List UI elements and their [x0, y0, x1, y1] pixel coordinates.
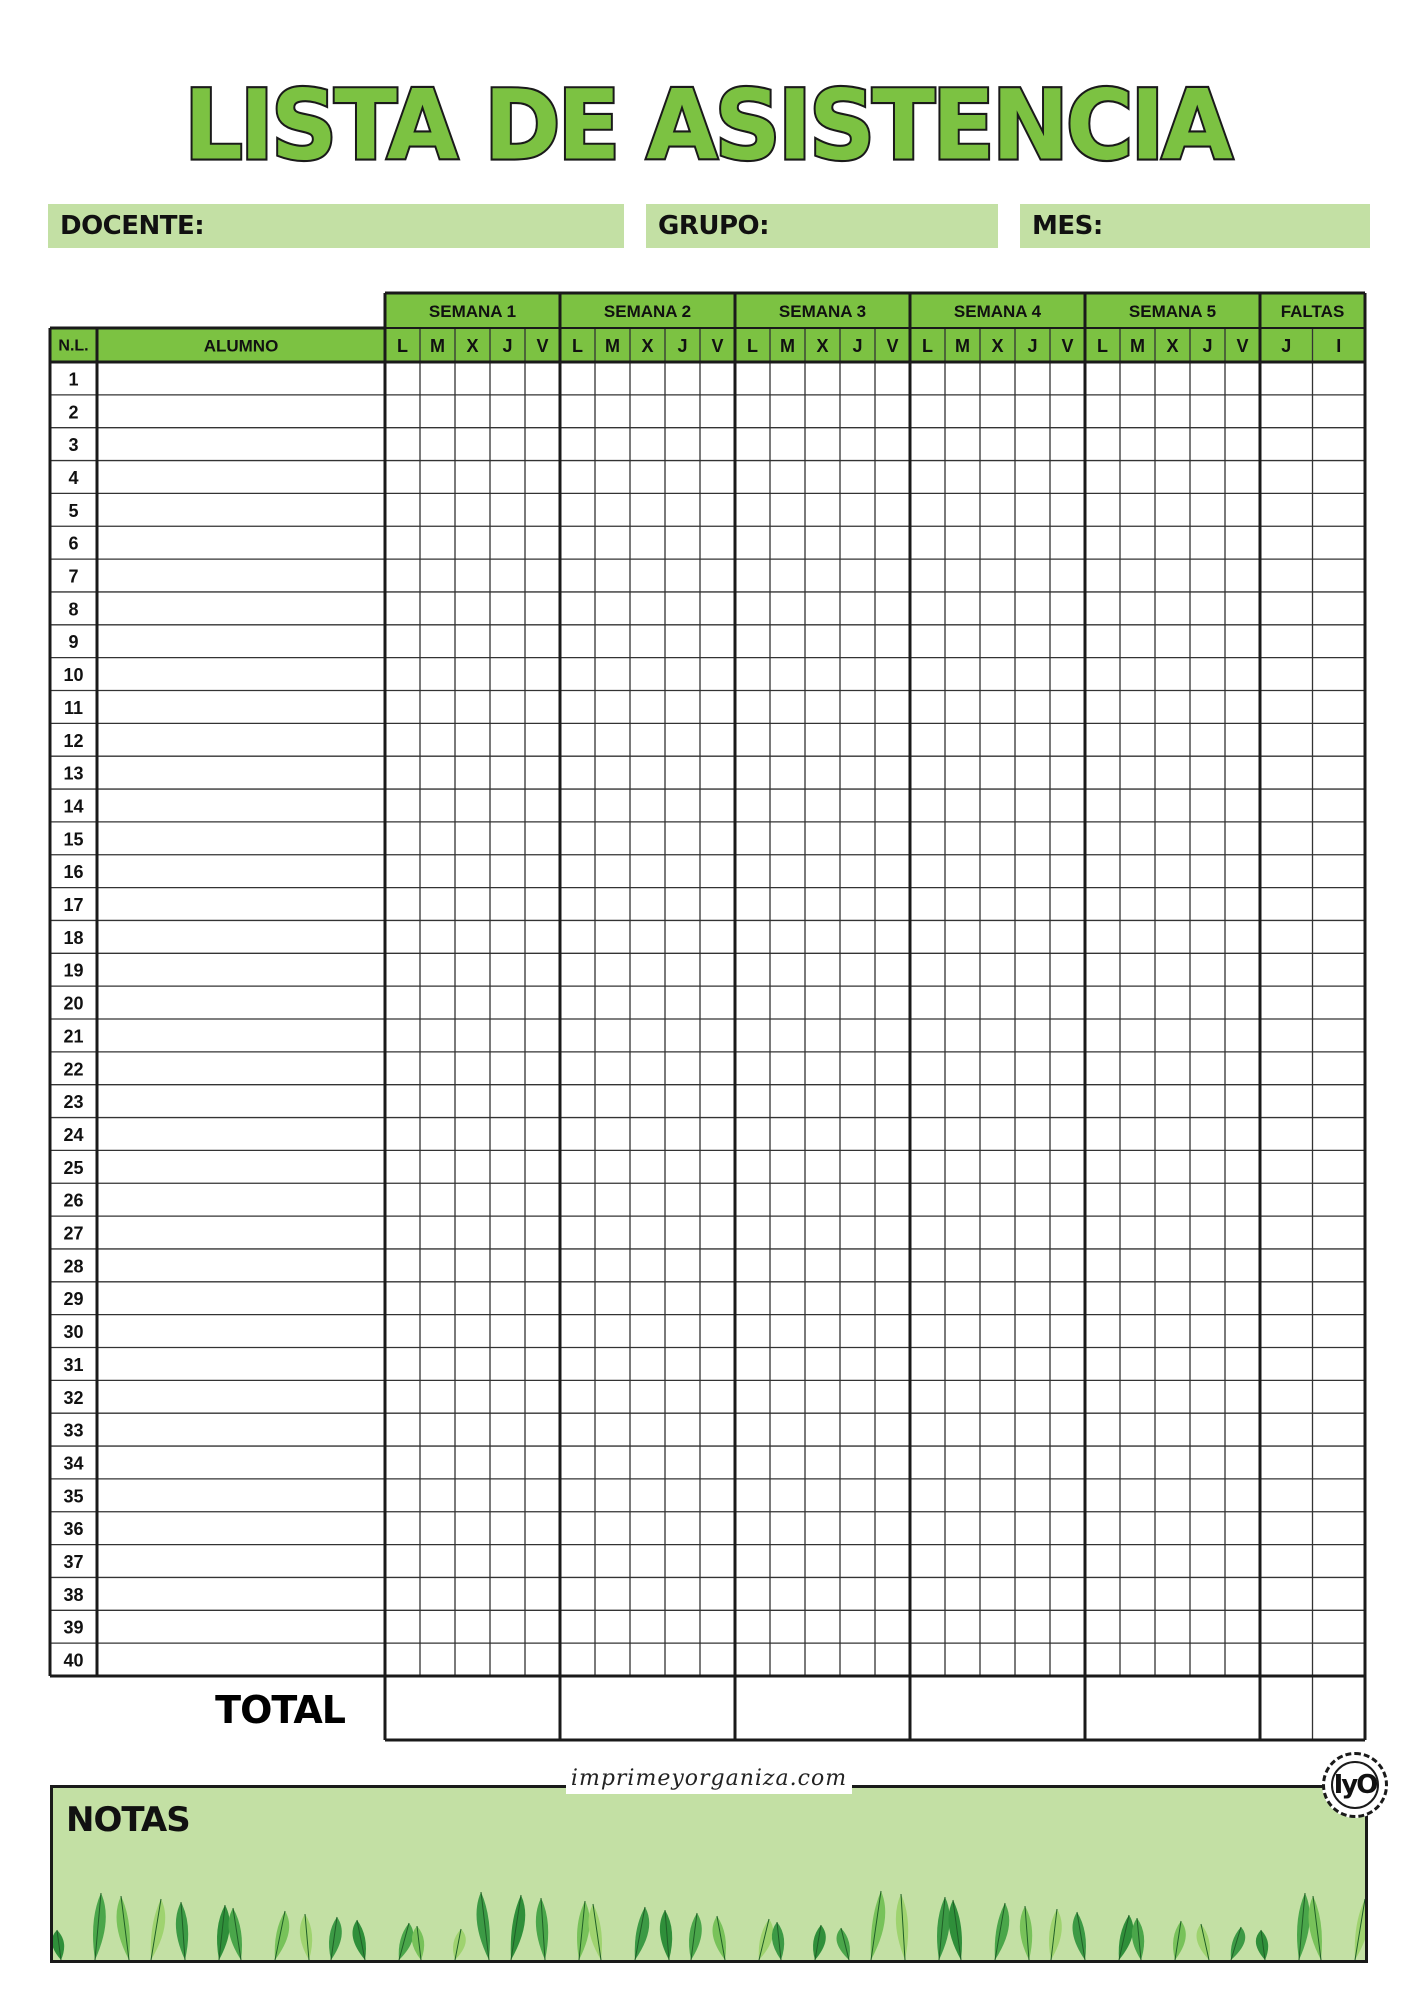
logo-text: IyO: [1331, 1761, 1379, 1809]
day-header: L: [1097, 336, 1108, 356]
row-number: 11: [63, 697, 84, 718]
total-label: TOTAL: [215, 1688, 345, 1732]
leaf-shape: [329, 1917, 342, 1960]
row-number: 33: [63, 1420, 84, 1441]
day-header: V: [711, 336, 724, 356]
day-header: X: [466, 336, 479, 356]
row-number: 9: [68, 632, 79, 653]
day-header: M: [605, 336, 620, 356]
day-header: M: [955, 336, 970, 356]
nl-header: N.L.: [58, 337, 89, 355]
day-header: M: [430, 336, 445, 356]
row-number: 35: [63, 1486, 84, 1507]
row-number: 18: [63, 927, 84, 948]
website-label: imprimeyorganiza.com: [566, 1764, 852, 1794]
row-number: 13: [63, 763, 84, 784]
leaf-shape: [93, 1893, 106, 1960]
row-number: 16: [63, 862, 84, 883]
day-header: X: [991, 336, 1004, 356]
row-number: 28: [63, 1256, 84, 1277]
row-number: 23: [63, 1092, 84, 1113]
day-header: L: [922, 336, 933, 356]
leaf-shape: [1049, 1909, 1062, 1960]
day-header: J: [1027, 336, 1038, 356]
leaf-shape: [813, 1925, 826, 1960]
day-header: J: [677, 336, 688, 356]
day-header: M: [1130, 336, 1145, 356]
row-number: 2: [68, 402, 79, 423]
week-header: SEMANA 3: [778, 302, 867, 321]
row-number: 32: [63, 1387, 84, 1408]
leaf-shape: [453, 1929, 466, 1960]
notes-title: NOTAS: [66, 1800, 190, 1840]
row-number: 26: [63, 1190, 84, 1211]
row-number: 6: [68, 533, 79, 554]
leaf-shape: [937, 1897, 950, 1960]
grupo-field[interactable]: GRUPO:: [646, 204, 998, 248]
row-number: 12: [63, 730, 84, 751]
row-number: 22: [63, 1059, 84, 1080]
day-header: J: [1202, 336, 1213, 356]
row-number: 3: [68, 435, 79, 456]
day-header: X: [1166, 336, 1179, 356]
leaf-shape: [217, 1905, 230, 1960]
faltas-header: FALTAS: [1280, 302, 1345, 321]
row-number: 5: [68, 500, 79, 521]
row-number: 10: [63, 665, 84, 686]
row-number: 21: [63, 1026, 84, 1047]
week-header: SEMANA 2: [603, 302, 692, 321]
leaves-decoration: [53, 1880, 1365, 1960]
day-header: X: [641, 336, 654, 356]
day-header: J: [502, 336, 513, 356]
day-header: L: [572, 336, 583, 356]
row-number: 36: [63, 1519, 84, 1540]
docente-field[interactable]: DOCENTE:: [48, 204, 624, 248]
day-header: J: [852, 336, 863, 356]
faltas-col-header: I: [1336, 336, 1342, 356]
row-number: 34: [63, 1453, 84, 1474]
faltas-col-header: J: [1281, 336, 1292, 356]
row-number: 8: [68, 599, 79, 620]
row-number: 14: [63, 796, 84, 817]
row-number: 19: [63, 960, 84, 981]
row-number: 4: [68, 467, 79, 488]
row-number: 15: [63, 829, 84, 850]
day-header: M: [780, 336, 795, 356]
day-header: L: [747, 336, 758, 356]
page-title: LISTA DE ASISTENCIA: [184, 69, 1230, 182]
day-header: V: [1236, 336, 1249, 356]
leaf-shape: [1173, 1921, 1186, 1960]
row-number: 20: [63, 993, 84, 1014]
day-header: L: [397, 336, 408, 356]
row-number: 30: [63, 1322, 84, 1343]
alumno-header: ALUMNO: [203, 336, 279, 356]
day-header: V: [536, 336, 549, 356]
row-number: 31: [63, 1354, 84, 1375]
row-number: 40: [63, 1650, 84, 1671]
row-number: 24: [63, 1124, 84, 1145]
row-number: 37: [63, 1552, 84, 1573]
row-number: 17: [63, 895, 84, 916]
week-header: SEMANA 4: [953, 302, 1042, 321]
row-number: 27: [63, 1223, 84, 1244]
row-number: 29: [63, 1289, 84, 1310]
row-number: 1: [68, 369, 79, 390]
day-header: V: [1061, 336, 1074, 356]
week-header: SEMANA 1: [428, 302, 517, 321]
leaf-shape: [1297, 1893, 1310, 1960]
notes-box[interactable]: [50, 1785, 1368, 1963]
mes-field[interactable]: MES:: [1020, 204, 1370, 248]
row-number: 39: [63, 1617, 84, 1638]
leaf-shape: [577, 1901, 590, 1960]
week-header: SEMANA 5: [1128, 302, 1217, 321]
leaf-shape: [689, 1913, 702, 1960]
day-header: V: [886, 336, 899, 356]
row-number: 25: [63, 1157, 84, 1178]
row-number: 38: [63, 1584, 84, 1605]
brand-logo: [1322, 1752, 1388, 1818]
day-header: X: [816, 336, 829, 356]
row-number: 7: [68, 566, 79, 587]
